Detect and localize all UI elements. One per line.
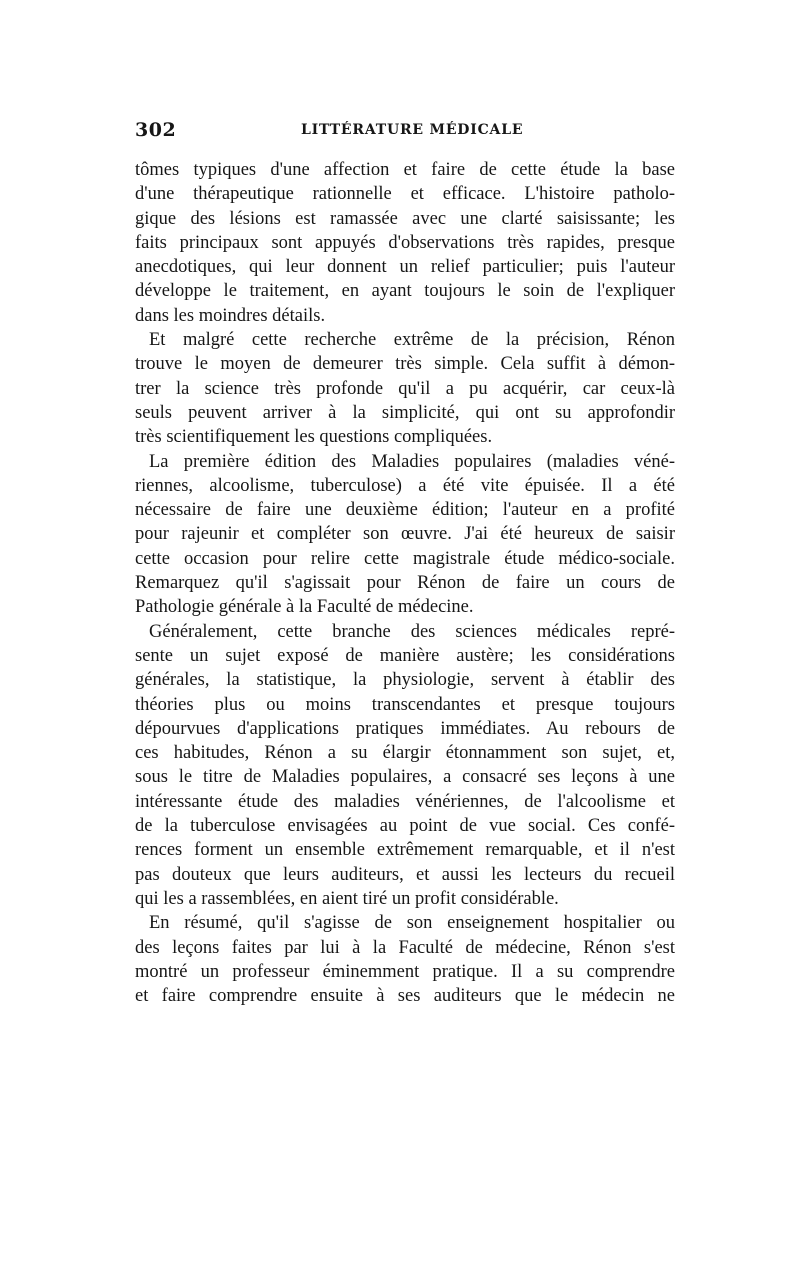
text-line: seuls peuvent arriver à la simplicité, qui ont su approfondir [135,402,675,423]
text-line: pour rajeunir et compléter son œuvre. J'ai été heureux de saisir [135,524,675,545]
text-line: gique des lésions est ramassée avec une clarté saisissante; les [135,208,675,229]
text-line: dépourvues d'applications pratiques immédiates. Au rebours de [135,718,675,739]
text-line: Et malgré cette recherche extrême de la précision, Rénon [149,330,675,351]
text-line: pas douteux que leurs auditeurs, et aussi les lecteurs du recueil [135,864,675,885]
text-line: trouve le moyen de demeurer très simple. Cela suffit à démon- [135,354,675,375]
text-line: tômes typiques d'une affection et faire de cette étude la base [135,160,675,180]
text-line: faits principaux sont appuyés d'observations très rapides, presque [135,232,675,253]
text-line: En résumé, qu'il s'agisse de son enseignement hospitalier ou [149,913,675,934]
page-number: 302 [135,119,177,141]
text-line: Pathologie générale à la Faculté de médecine. [135,597,474,618]
text-line: générales, la statistique, la physiologie, servent à établir des [135,670,675,691]
text-line: anecdotiques, qui leur donnent un relief particulier; puis l'auteur [135,257,675,278]
text-line: sente un sujet exposé de manière austère; les considérations [135,645,675,666]
text-line: très scientifiquement les questions compliquées. [135,427,493,448]
text-line: et faire comprendre ensuite à ses auditeurs que le médecin ne [135,986,675,1007]
text-line: sous le titre de Maladies populaires, a consacré ses leçons à une [135,767,675,788]
text-line: La première édition des Maladies populaires (maladies véné- [149,451,675,472]
text-line: riennes, alcoolisme, tuberculose) a été vite épuisée. Il a été [135,475,675,496]
text-line: d'une thérapeutique rationnelle et efficace. L'histoire patholo- [135,184,675,205]
text-line: de la tuberculose envisagées au point de vue social. Ces confé- [135,816,675,837]
text-line: nécessaire de faire une deuxième édition; l'auteur en a profité [135,500,675,521]
text-line: ces habitudes, Rénon a su élargir étonnamment son sujet, et, [135,743,675,764]
text-line: montré un professeur éminemment pratique. Il a su comprendre [135,961,675,982]
text-line: qui les a rassemblées, en aient tiré un profit considérable. [135,888,559,909]
text-line: cette occasion pour relire cette magistrale étude médico-sociale. [135,548,675,569]
text-line: intéressante étude des maladies vénériennes, de l'alcoolisme et [135,791,675,812]
text-line: développe le traitement, en ayant toujours le soin de l'expliquer [135,281,675,302]
text-line: Généralement, cette branche des sciences médicales repré- [149,621,675,642]
body-text [135,158,675,1008]
text-line: des leçons faites par lui à la Faculté de médecine, Rénon s'est [135,937,675,958]
page-header-title: LITTÉRATURE MÉDICALE [301,122,524,138]
text-line: Remarquez qu'il s'agissait pour Rénon de faire un cours de [135,573,675,594]
text-line: trer la science très profonde qu'il a pu acquérir, car ceux-là [135,378,675,399]
text-line: dans les moindres détails. [135,305,326,326]
running-head [135,119,675,145]
text-line: rences forment un ensemble extrêmement remarquable, et il n'est [135,840,675,861]
text-line: théories plus ou moins transcendantes et presque toujours [135,694,675,715]
